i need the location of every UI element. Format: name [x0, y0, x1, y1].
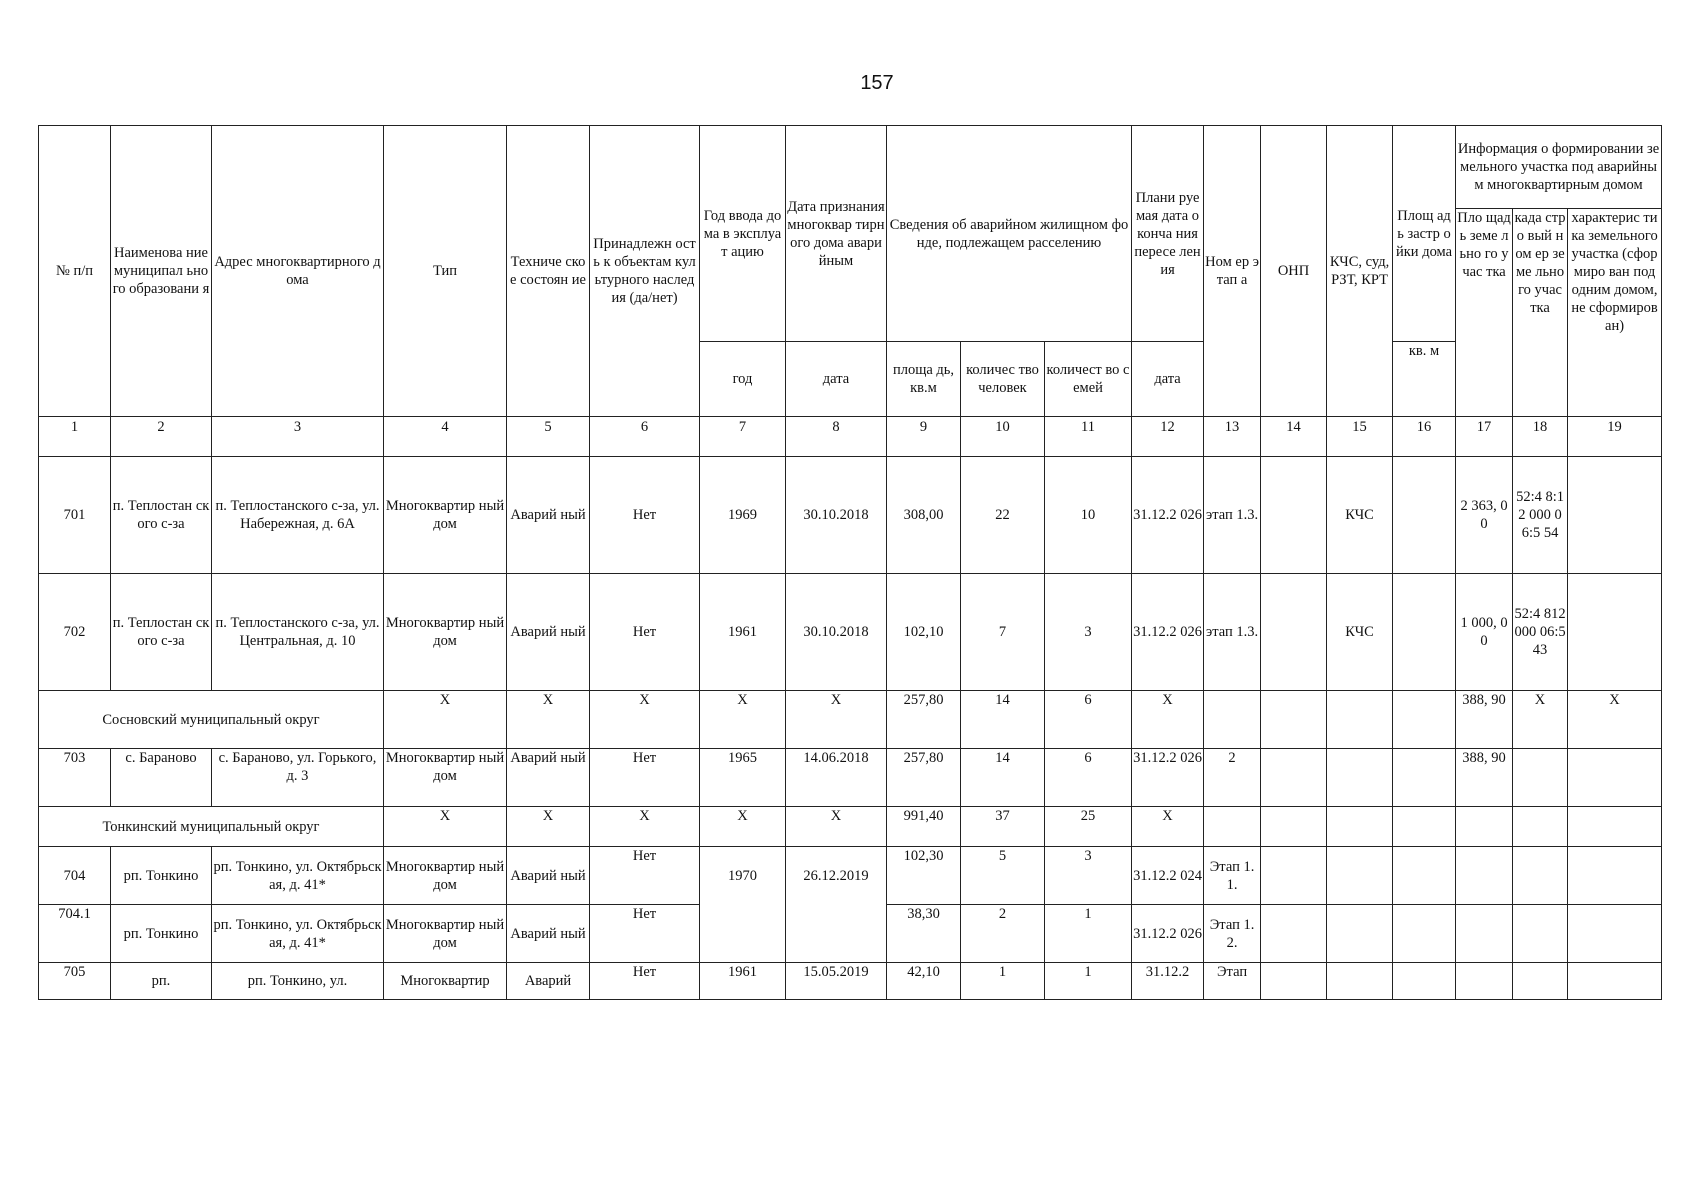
cell-municipality: с. Бараново [111, 749, 212, 807]
cell-type: Многоквартир ный дом [384, 905, 507, 963]
cell-cadastral-number [1513, 807, 1568, 847]
cell-land-characteristic [1568, 963, 1662, 1000]
header-cadastral-number: када стро вый ном ер земе льно го учас тка [1513, 209, 1568, 417]
cell-land-area [1456, 807, 1513, 847]
cell-number: 704.1 [39, 905, 111, 963]
cell-planned-date: 31.12.2 026 [1132, 749, 1204, 807]
emergency-housing-table [38, 125, 1662, 1000]
cell-planned-date: 31.12.2 024 [1132, 847, 1204, 905]
cell-year: 1961 [700, 963, 786, 1000]
cell-number: 705 [39, 963, 111, 1000]
column-number: 16 [1393, 417, 1456, 457]
header-kchs: КЧС, суд, РЗТ, КРТ [1327, 126, 1393, 417]
cell-type: Многоквартир ный дом [384, 749, 507, 807]
unit-year: год [700, 342, 786, 417]
cell-people: 5 [961, 847, 1045, 905]
cell-area: 991,40 [887, 807, 961, 847]
header-onp: ОНП [1261, 126, 1327, 417]
cell-cadastral-number [1513, 847, 1568, 905]
cell-heritage: Нет [590, 905, 700, 963]
cell-building-area [1393, 749, 1456, 807]
cell-state: Аварий [507, 963, 590, 1000]
cell-stage [1204, 807, 1261, 847]
column-number: 17 [1456, 417, 1513, 457]
table-row [39, 847, 1662, 905]
cell-land-characteristic [1568, 847, 1662, 905]
header-fund-info: Сведения об аварийном жилищном фонде, подлежащем расселению [887, 126, 1132, 342]
district-summary-row [39, 807, 1662, 847]
cell-recognition-date: X [786, 691, 887, 749]
cell-area: 42,10 [887, 963, 961, 1000]
cell-cadastral-number: 52:4 8:12 000 06:5 54 [1513, 457, 1568, 574]
cell-kchs: КЧС [1327, 574, 1393, 691]
cell-number: 701 [39, 457, 111, 574]
cell-type: X [384, 807, 507, 847]
cell-land-area [1456, 963, 1513, 1000]
cell-area: 38,30 [887, 905, 961, 963]
cell-state: Аварий ный [507, 905, 590, 963]
cell-type: Многоквартир ный дом [384, 574, 507, 691]
cell-land-characteristic [1568, 457, 1662, 574]
cell-number: 703 [39, 749, 111, 807]
cell-kchs [1327, 905, 1393, 963]
cell-land-area: 388, 90 [1456, 691, 1513, 749]
header-technical-state: Техниче ское состоян ие [507, 126, 590, 417]
cell-kchs [1327, 847, 1393, 905]
cell-land-area [1456, 905, 1513, 963]
cell-land-characteristic: X [1568, 691, 1662, 749]
header-recognition-date: Дата признания многоквар тирного дома аварийным [786, 126, 887, 342]
header-land-characteristic: характерис тика земельного участка (сформиро ван под одним домом, не сформиров ан) [1568, 209, 1662, 417]
cell-people: 14 [961, 691, 1045, 749]
cell-year: 1961 [700, 574, 786, 691]
table-row [39, 749, 1662, 807]
cell-heritage: X [590, 691, 700, 749]
cell-onp [1261, 963, 1327, 1000]
cell-families: 1 [1045, 963, 1132, 1000]
cell-cadastral-number: X [1513, 691, 1568, 749]
cell-recognition-date: 30.10.2018 [786, 457, 887, 574]
column-number: 2 [111, 417, 212, 457]
table-row [39, 963, 1662, 1000]
cell-onp [1261, 574, 1327, 691]
cell-stage [1204, 691, 1261, 749]
cell-recognition-date: 26.12.2019 [786, 847, 887, 963]
cell-year: 1965 [700, 749, 786, 807]
district-label: Сосновский муниципальный округ [39, 691, 384, 749]
cell-state: Аварий ный [507, 574, 590, 691]
cell-onp [1261, 691, 1327, 749]
cell-state: X [507, 807, 590, 847]
column-number: 1 [39, 417, 111, 457]
header-row-number: № п/п [39, 126, 111, 417]
unit-people: количес тво человек [961, 342, 1045, 417]
cell-recognition-date: X [786, 807, 887, 847]
cell-onp [1261, 847, 1327, 905]
cell-families: 25 [1045, 807, 1132, 847]
column-number: 7 [700, 417, 786, 457]
cell-planned-date: 31.12.2 [1132, 963, 1204, 1000]
cell-building-area [1393, 574, 1456, 691]
cell-onp [1261, 807, 1327, 847]
cell-stage: Этап 1.1. [1204, 847, 1261, 905]
cell-land-area: 388, 90 [1456, 749, 1513, 807]
cell-number: 704 [39, 847, 111, 905]
cell-recognition-date: 30.10.2018 [786, 574, 887, 691]
cell-kchs [1327, 963, 1393, 1000]
cell-address: п. Теплостанского с-за, ул. Центральная, д. 10 [212, 574, 384, 691]
district-summary-row [39, 691, 1662, 749]
cell-year: 1970 [700, 847, 786, 963]
cell-year: X [700, 807, 786, 847]
cell-cadastral-number [1513, 905, 1568, 963]
cell-land-area: 2 363, 00 [1456, 457, 1513, 574]
cell-recognition-date: 15.05.2019 [786, 963, 887, 1000]
cell-address: с. Бараново, ул. Горького, д. 3 [212, 749, 384, 807]
cell-building-area [1393, 847, 1456, 905]
cell-year: X [700, 691, 786, 749]
cell-land-characteristic [1568, 905, 1662, 963]
cell-stage: 2 [1204, 749, 1261, 807]
unit-planned-date: дата [1132, 342, 1204, 417]
cell-heritage: Нет [590, 847, 700, 905]
cell-municipality: рп. [111, 963, 212, 1000]
cell-people: 7 [961, 574, 1045, 691]
cell-people: 22 [961, 457, 1045, 574]
district-label: Тонкинский муниципальный округ [39, 807, 384, 847]
cell-municipality: п. Теплостан ского с-за [111, 574, 212, 691]
cell-planned-date: 31.12.2 026 [1132, 905, 1204, 963]
page-number: 157 [860, 72, 894, 94]
unit-area: площа дь, кв.м [887, 342, 961, 417]
cell-municipality: рп. Тонкино [111, 847, 212, 905]
cell-kchs [1327, 807, 1393, 847]
column-number: 6 [590, 417, 700, 457]
cell-number: 702 [39, 574, 111, 691]
unit-building-area: кв. м [1393, 342, 1456, 417]
column-number: 3 [212, 417, 384, 457]
column-number: 5 [507, 417, 590, 457]
cell-planned-date: 31.12.2 026 [1132, 457, 1204, 574]
cell-families: 3 [1045, 574, 1132, 691]
cell-state: Аварий ный [507, 847, 590, 905]
cell-heritage: Нет [590, 457, 700, 574]
cell-onp [1261, 457, 1327, 574]
cell-stage: Этап [1204, 963, 1261, 1000]
cell-people: 2 [961, 905, 1045, 963]
cell-kchs [1327, 749, 1393, 807]
cell-people: 37 [961, 807, 1045, 847]
cell-planned-date: X [1132, 691, 1204, 749]
cell-stage: Этап 1.2. [1204, 905, 1261, 963]
cell-stage: этап 1.3. [1204, 457, 1261, 574]
cell-people: 1 [961, 963, 1045, 1000]
cell-address: рп. Тонкино, ул. Октябрьская, д. 41* [212, 847, 384, 905]
cell-land-area: 1 000, 00 [1456, 574, 1513, 691]
cell-families: 6 [1045, 691, 1132, 749]
cell-heritage: X [590, 807, 700, 847]
cell-area: 257,80 [887, 691, 961, 749]
cell-state: Аварий ный [507, 749, 590, 807]
cell-building-area [1393, 457, 1456, 574]
cell-planned-date: 31.12.2 026 [1132, 574, 1204, 691]
cell-cadastral-number: 52:4 812 000 06:5 43 [1513, 574, 1568, 691]
cell-type: Многоквартир ный дом [384, 457, 507, 574]
unit-date: дата [786, 342, 887, 417]
cell-land-characteristic [1568, 807, 1662, 847]
cell-land-characteristic [1568, 574, 1662, 691]
cell-stage: этап 1.3. [1204, 574, 1261, 691]
cell-address: рп. Тонкино, ул. [212, 963, 384, 1000]
table-row [39, 457, 1662, 574]
cell-onp [1261, 749, 1327, 807]
column-number: 11 [1045, 417, 1132, 457]
cell-land-characteristic [1568, 749, 1662, 807]
cell-municipality: рп. Тонкино [111, 905, 212, 963]
column-number: 8 [786, 417, 887, 457]
cell-onp [1261, 905, 1327, 963]
cell-year: 1969 [700, 457, 786, 574]
cell-type: Многоквартир ный дом [384, 847, 507, 905]
cell-type: X [384, 691, 507, 749]
cell-state: Аварий ный [507, 457, 590, 574]
column-number: 10 [961, 417, 1045, 457]
unit-families: количест во семей [1045, 342, 1132, 417]
cell-address: рп. Тонкино, ул. Октябрьская, д. 41* [212, 905, 384, 963]
cell-area: 308,00 [887, 457, 961, 574]
cell-kchs: КЧС [1327, 457, 1393, 574]
cell-people: 14 [961, 749, 1045, 807]
cell-families: 10 [1045, 457, 1132, 574]
cell-area: 102,30 [887, 847, 961, 905]
cell-building-area [1393, 963, 1456, 1000]
cell-area: 257,80 [887, 749, 961, 807]
cell-building-area [1393, 691, 1456, 749]
header-stage-number: Ном ер этап а [1204, 126, 1261, 417]
cell-type: Многоквартир [384, 963, 507, 1000]
column-number: 18 [1513, 417, 1568, 457]
cell-families: 3 [1045, 847, 1132, 905]
cell-families: 1 [1045, 905, 1132, 963]
cell-land-area [1456, 847, 1513, 905]
column-number: 14 [1261, 417, 1327, 457]
header-year-built: Год ввода дома в эксплуат ацию [700, 126, 786, 342]
cell-heritage: Нет [590, 574, 700, 691]
cell-families: 6 [1045, 749, 1132, 807]
header-municipality: Наименова ние муниципал ьного образовани я [111, 126, 212, 417]
column-number: 12 [1132, 417, 1204, 457]
cell-recognition-date: 14.06.2018 [786, 749, 887, 807]
header-cultural-heritage: Принадлежн ость к объектам культурного наследия (да/нет) [590, 126, 700, 417]
cell-area: 102,10 [887, 574, 961, 691]
cell-building-area [1393, 807, 1456, 847]
cell-state: X [507, 691, 590, 749]
table-row [39, 574, 1662, 691]
cell-planned-date: X [1132, 807, 1204, 847]
header-address: Адрес многоквартирного дома [212, 126, 384, 417]
header-land-info: Информация о формировании земельного участка под аварийным многоквартирным домом [1456, 126, 1662, 209]
cell-kchs [1327, 691, 1393, 749]
column-number: 9 [887, 417, 961, 457]
column-number: 4 [384, 417, 507, 457]
cell-building-area [1393, 905, 1456, 963]
header-type: Тип [384, 126, 507, 417]
cell-heritage: Нет [590, 749, 700, 807]
column-number: 15 [1327, 417, 1393, 457]
cell-cadastral-number [1513, 749, 1568, 807]
cell-municipality: п. Теплостан ского с-за [111, 457, 212, 574]
column-number: 13 [1204, 417, 1261, 457]
header-building-area: Площ адь застр ойки дома [1393, 126, 1456, 342]
cell-cadastral-number [1513, 963, 1568, 1000]
cell-heritage: Нет [590, 963, 700, 1000]
header-planned-date: Плани руемая дата оконча ния пересе ления [1132, 126, 1204, 342]
column-number: 19 [1568, 417, 1662, 457]
header-land-area: Пло щадь земе льно го учас тка [1456, 209, 1513, 417]
cell-address: п. Теплостанского с-за, ул. Набережная, д. 6А [212, 457, 384, 574]
